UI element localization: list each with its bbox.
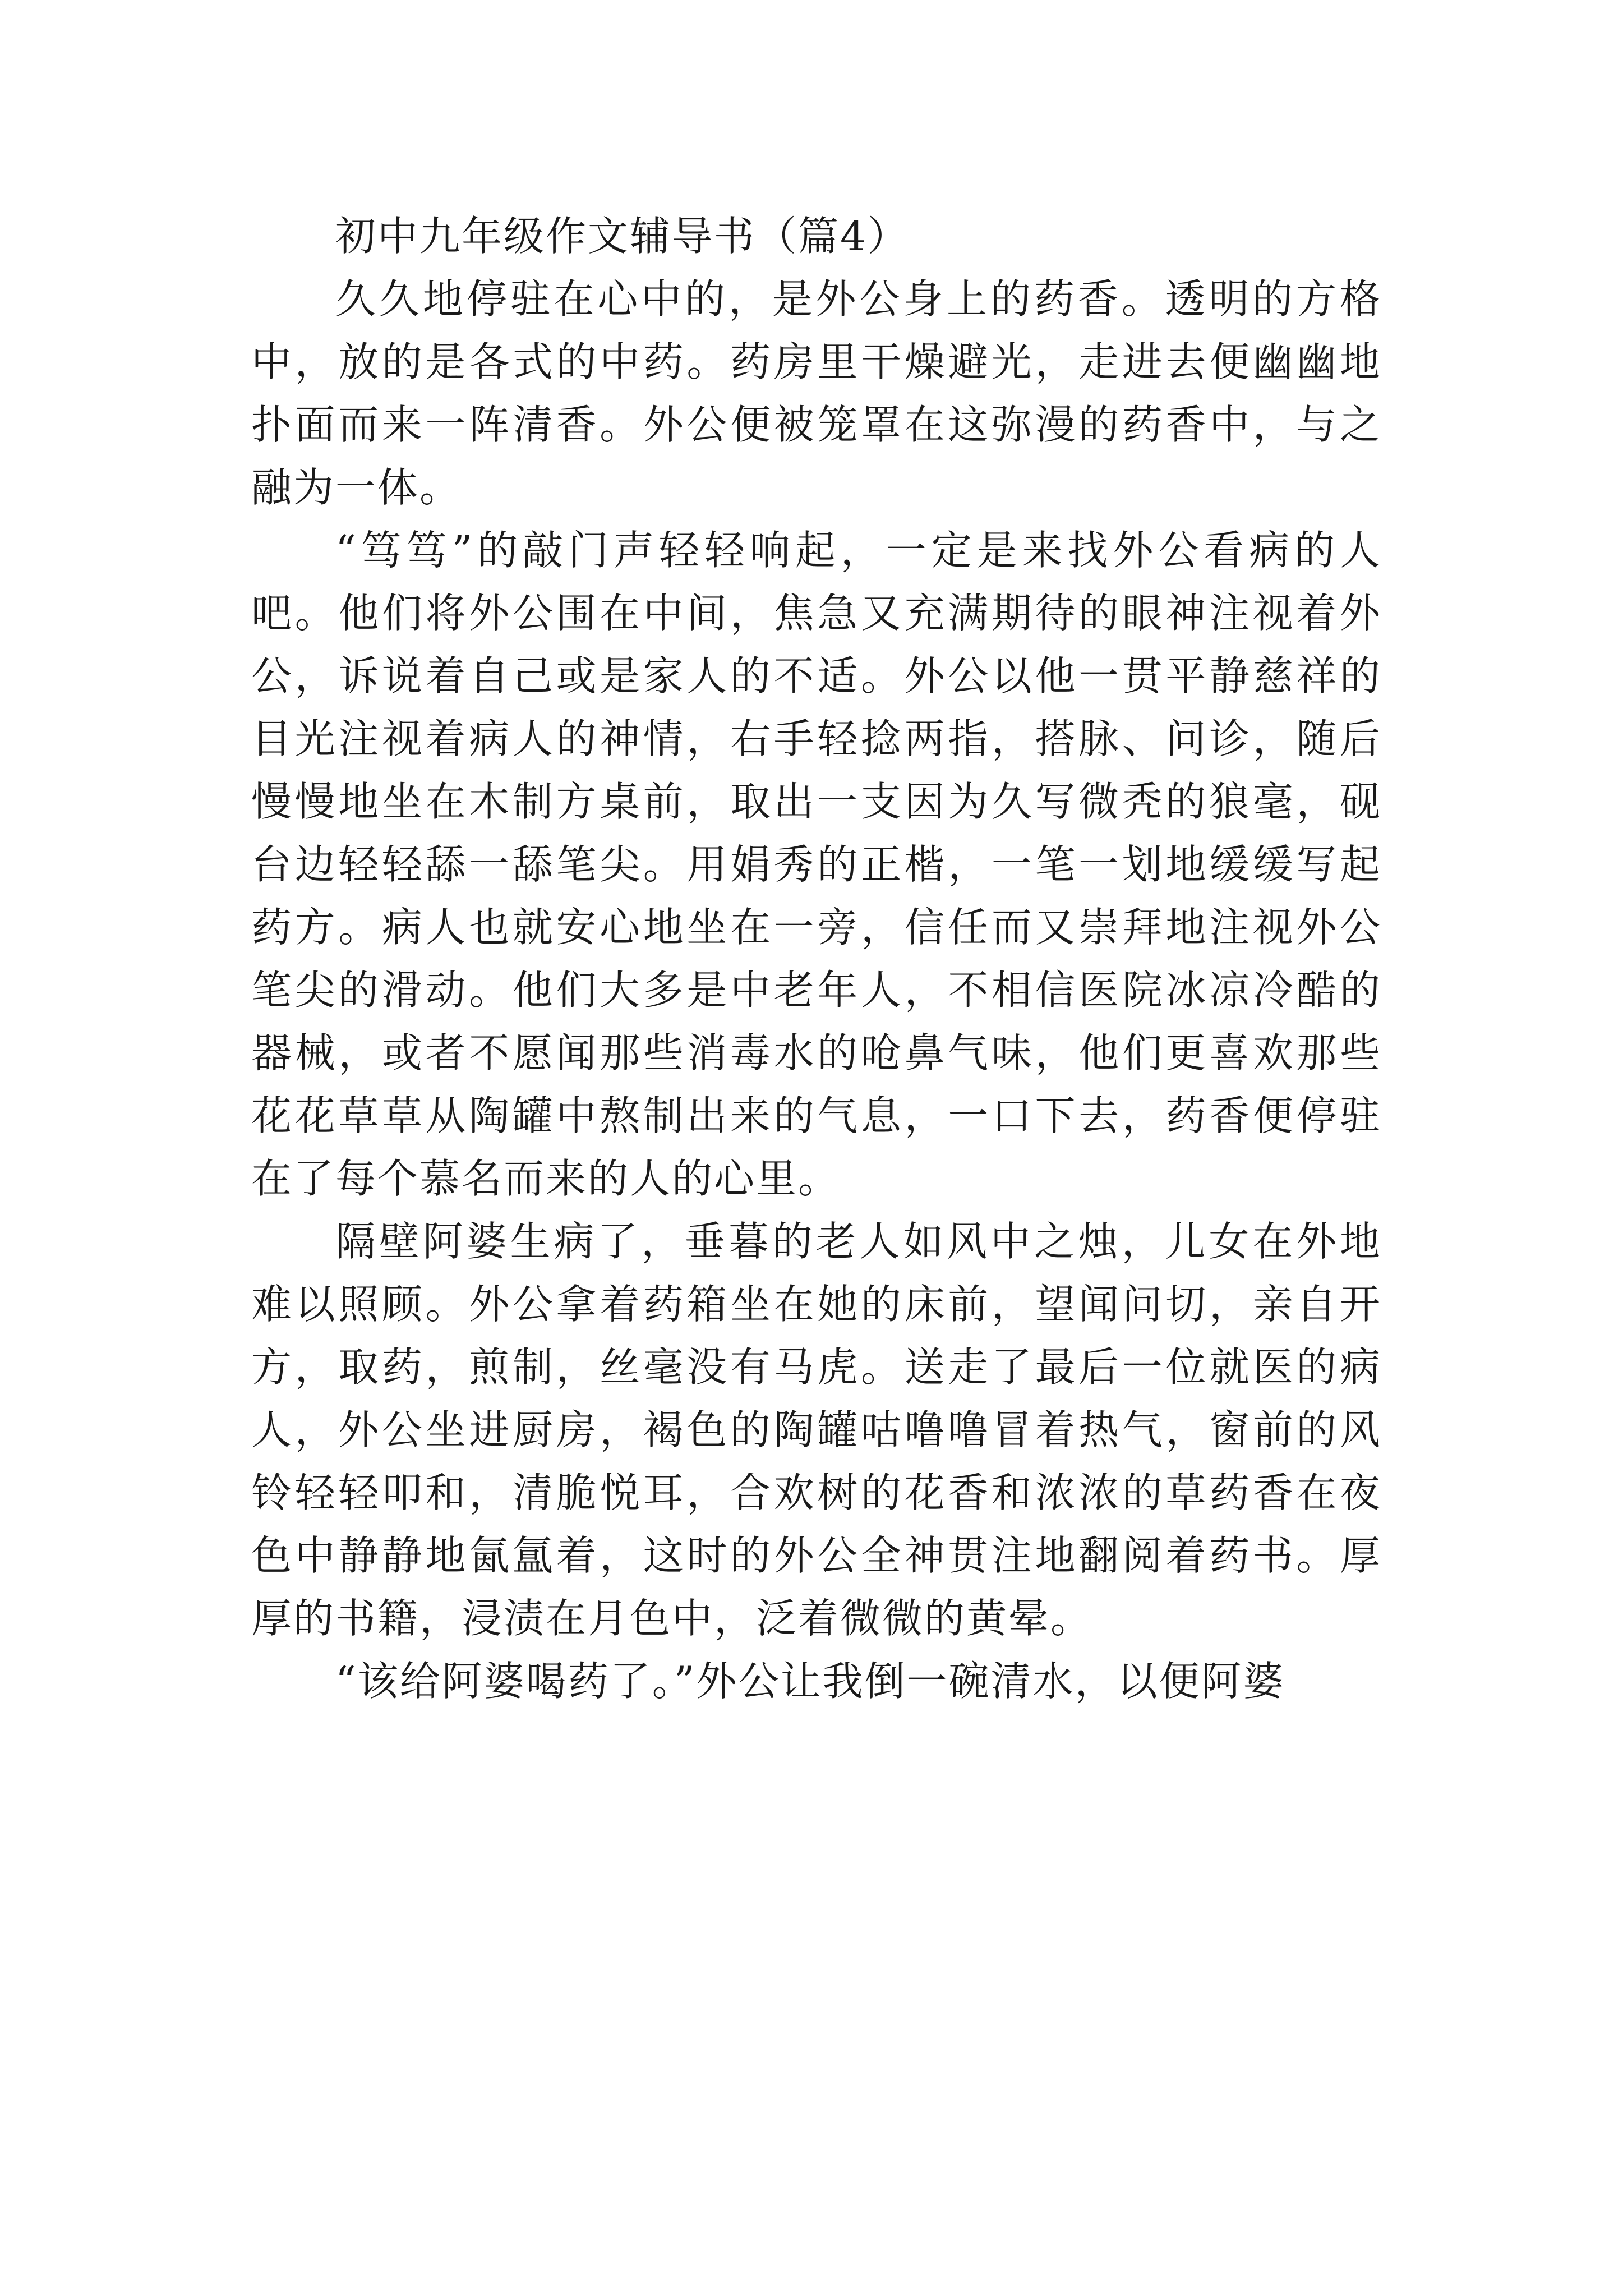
document-body — [251, 205, 1382, 1713]
paragraph-2: “笃笃”的敲门声轻轻响起，一定是来找外公看病的人吧。他们将外公围在中间，焦急又充满期待的眼神注视着外公，诉说着自己或是家人的不适。外公以他一贯平静慈祥的目光注视着病人的神情，右手轻捻两指，搭脉、问诊，随后慢慢地坐在木制方桌前，取出一支因为久写微秃的狼毫，砚台边轻轻舔一舔笔尖。用娟秀的正楷，一笔一划地缓缓写起药方。病人也就安心地坐在一旁，信任而又崇拜地注视外公笔尖的滑动。他们大多是中老年人，不相信医院冰凉冷酷的器械，或者不愿闻那些消毒水的呛鼻气味，他们更喜欢那些花花草草从陶罐中熬制出来的气息，一口下去，药香便停驻在了每个慕名而来的人的心里。 — [251, 527, 1382, 1202]
paragraph-1: 久久地停驻在心中的，是外公身上的药香。透明的方格中，放的是各式的中药。药房里干燥避光，走进去便幽幽地扑面而来一阵清香。外公便被笼罩在这弥漫的药香中，与之融为一体。 — [251, 275, 1382, 511]
document-title: 初中九年级作文辅导书（篇4） — [335, 213, 910, 260]
paragraph-4: “该给阿婆喝药了。”外公让我倒一碗清水，以便阿婆 — [335, 1658, 1285, 1705]
paragraph-3: 隔壁阿婆生病了，垂暮的老人如风中之烛，儿女在外地难以照顾。外公拿着药箱坐在她的床前，望闻问切，亲自开方，取药，煎制，丝毫没有马虎。送走了最后一位就医的病人，外公坐进厨房，褐色的陶罐咕噜噜冒着热气，窗前的风铃轻轻叩和，清脆悦耳，合欢树的花香和浓浓的草药香在夜色中静静地氤氲着，这时的外公全神贯注地翻阅着药书。厚厚的书籍，浸渍在月色中，泛着微微的黄晕。 — [251, 1218, 1382, 1642]
